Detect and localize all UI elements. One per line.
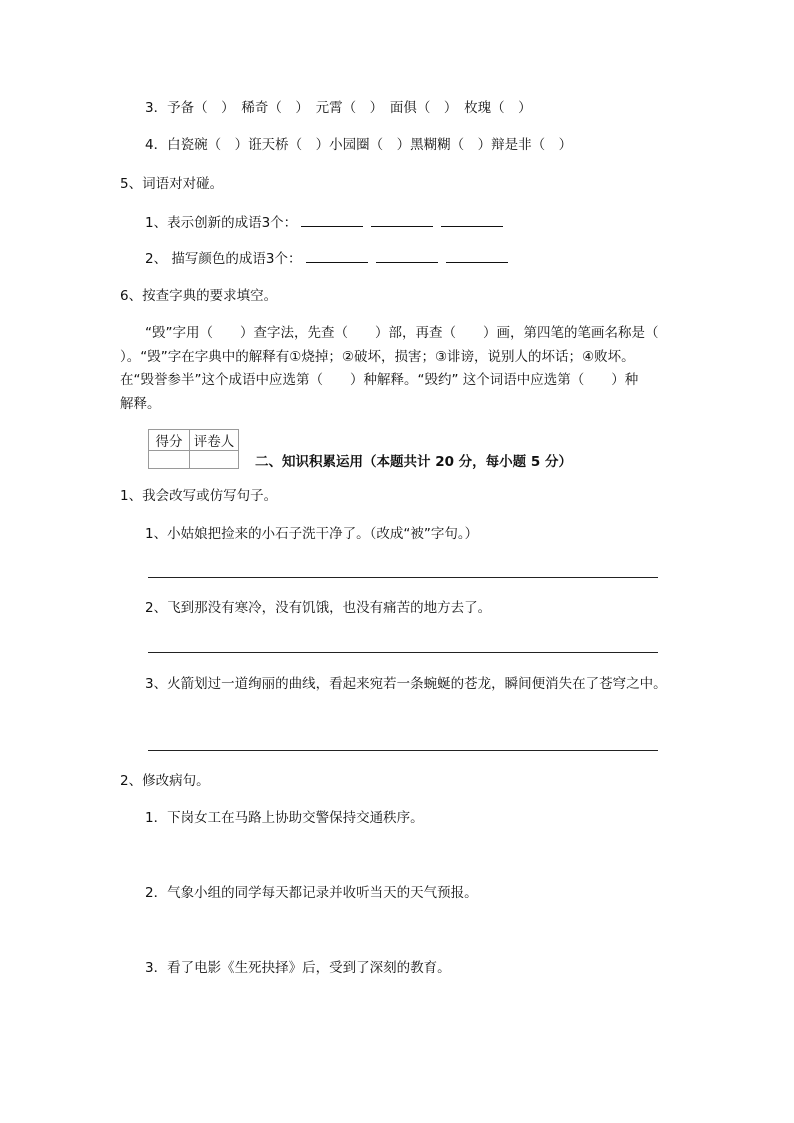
answer-blank[interactable] <box>371 212 433 227</box>
q5-item-2-label: 2、 描写颜色的成语3个： <box>145 251 302 267</box>
answer-blank[interactable] <box>306 248 368 263</box>
q6-paragraph-line-4: 解释。 <box>120 396 161 412</box>
score-table-header-score: 得分 <box>149 430 190 451</box>
answer-blank[interactable] <box>446 248 508 263</box>
q6-heading: 6、按查字典的要求填空。 <box>120 288 278 304</box>
question-row-4: 4．白瓷碗（ ）诳天桥（ ）小园圈（ ）黑糊糊（ ）辩是非（ ） <box>145 137 573 153</box>
s2q1-item-3: 3、火箭划过一道绚丽的曲线，看起来宛若一条蜿蜒的苍龙，瞬间便消失在了苍穹之中。 <box>145 676 667 692</box>
s2q1-item-1: 1、小姑娘把捡来的小石子洗干净了。（改成“被”字句。） <box>145 526 479 542</box>
score-cell[interactable] <box>149 451 190 469</box>
score-table-header-grader: 评卷人 <box>190 430 239 451</box>
q5-item-1 <box>145 212 511 233</box>
s2q1-item-2: 2、飞到那没有寒冷，没有饥饿，也没有痛苦的地方去了。 <box>145 600 492 616</box>
q5-item-2 <box>145 248 516 269</box>
answer-line[interactable] <box>148 750 658 751</box>
s2q2-item-3: 3．看了电影《生死抉择》后，受到了深刻的教育。 <box>145 960 451 976</box>
section-2-title: 二、知识积累运用（本题共计 20 分，每小题 5 分） <box>255 454 572 470</box>
s2q2-item-2: 2．气象小组的同学每天都记录并收听当天的天气预报。 <box>145 885 478 901</box>
q6-paragraph-line-1: “毁”字用（ ）查字法，先查（ ）部，再查（ ）画，第四笔的笔画名称是（ <box>145 325 659 341</box>
answer-line[interactable] <box>148 577 658 578</box>
answer-blank[interactable] <box>441 212 503 227</box>
grader-cell[interactable] <box>190 451 239 469</box>
answer-blank[interactable] <box>301 212 363 227</box>
q5-heading: 5、词语对对碰。 <box>120 176 224 192</box>
s2q1-heading: 1、我会改写或仿写句子。 <box>120 488 278 504</box>
s2q2-heading: 2、修改病句。 <box>120 773 210 789</box>
answer-line[interactable] <box>148 652 658 653</box>
q6-paragraph-line-3: 在“毁誉参半”这个成语中应选第（ ）种解释。“毁约” 这个词语中应选第（ ）种 <box>120 372 639 388</box>
score-table <box>148 429 239 469</box>
s2q2-item-1: 1．下岗女工在马路上协助交警保持交通秩序。 <box>145 810 424 826</box>
q5-item-1-label: 1、表示创新的成语3个： <box>145 215 298 231</box>
answer-blank[interactable] <box>376 248 438 263</box>
question-row-3: 3．予备（ ） 稀奇（ ） 元霄（ ） 面俱（ ） 枚瑰（ ） <box>145 100 532 116</box>
q6-paragraph-line-2: ）。“毁”字在字典中的解释有①烧掉；②破坏，损害；③诽谤，说别人的坏话；④败坏。 <box>120 349 635 365</box>
